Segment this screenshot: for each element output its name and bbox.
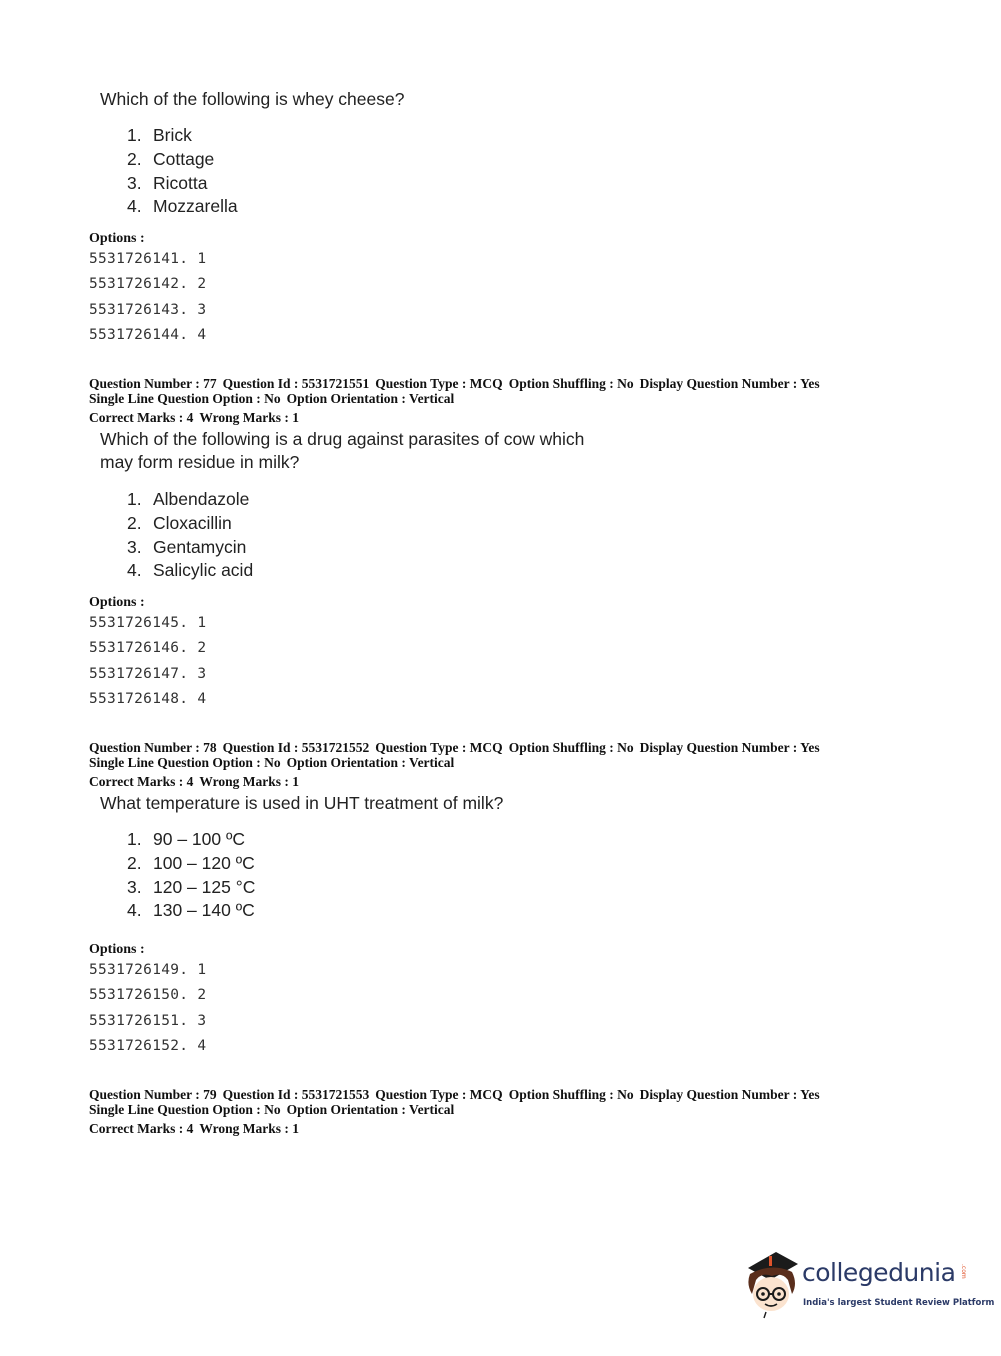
- choice-item: 2. Cloxacillin: [127, 512, 232, 533]
- option-id: 5531726146. 2: [89, 640, 207, 657]
- option-id: 5531726141. 1: [89, 251, 207, 267]
- option-id-list: [89, 247, 206, 348]
- question-text: What temperature is used in UHT treatment of milk?: [100, 793, 504, 813]
- answer-choices: [127, 828, 255, 923]
- option-id: 5531726145. 1: [89, 615, 207, 631]
- option-id: 5531726144. 4: [89, 326, 207, 343]
- question-text: Which of the following is whey cheese?: [100, 89, 405, 109]
- question-meta: Question Number : 77 Question Id : 5531721551 Question Type : MCQ Option Shuffling : No Display Question Number : Yes Single Line Question Option : No Option Orientation : Vertical: [89, 376, 820, 406]
- choice-item: 2. Cottage: [127, 148, 215, 169]
- option-id-list: [89, 611, 206, 712]
- collegedunia-logo: [742, 1250, 995, 1320]
- option-id: 5531726143. 3: [89, 301, 207, 318]
- question-text: Which of the following is a drug against parasites of cow which may form residue in milk?: [100, 429, 585, 472]
- option-id: 5531726151. 3: [89, 1012, 207, 1029]
- choice-item: 4. Salicylic acid: [127, 560, 254, 581]
- options-heading: Options :: [89, 942, 145, 957]
- options-heading: Options :: [89, 231, 145, 246]
- question-meta: Question Number : 78 Question Id : 5531721552 Question Type : MCQ Option Shuffling : No Display Question Number : Yes Single Line Question Option : No Option Orientation : Vertical: [89, 740, 820, 770]
- logo-wordmark: collegedunia: [802, 1258, 956, 1287]
- choice-item: 4. Mozzarella: [127, 196, 238, 217]
- logo-tagline: India's largest Student Review Platform: [803, 1298, 995, 1308]
- options-heading: Options :: [89, 595, 145, 610]
- choice-item: 4. 130 – 140 ºC: [127, 900, 255, 921]
- question-marks: Correct Marks : 4 Wrong Marks : 1: [89, 1121, 299, 1136]
- answer-choices: [127, 488, 253, 583]
- choice-item: 2. 100 – 120 ºC: [127, 852, 255, 873]
- question-marks: Correct Marks : 4 Wrong Marks : 1: [89, 774, 299, 789]
- graduate-mascot-icon: [742, 1250, 802, 1320]
- choice-item: 1. 90 – 100 ºC: [127, 829, 246, 849]
- option-id: 5531726150. 2: [89, 987, 207, 1004]
- choice-item: 1. Brick: [127, 125, 192, 145]
- question-meta: Question Number : 79 Question Id : 5531721553 Question Type : MCQ Option Shuffling : No Display Question Number : Yes Single Line Question Option : No Option Orientation : Vertical: [89, 1087, 820, 1117]
- question-marks: Correct Marks : 4 Wrong Marks : 1: [89, 410, 299, 425]
- answer-choices: [127, 124, 238, 219]
- choice-item: 1. Albendazole: [127, 489, 250, 509]
- choice-item: 3. Ricotta: [127, 172, 208, 193]
- option-id: 5531726152. 4: [89, 1037, 207, 1054]
- option-id: 5531726142. 2: [89, 276, 207, 293]
- choice-item: 3. 120 – 125 °C: [127, 876, 256, 897]
- option-id: 5531726149. 1: [89, 962, 207, 978]
- option-id-list: [89, 958, 206, 1059]
- option-id: 5531726148. 4: [89, 690, 207, 707]
- choice-item: 3. Gentamycin: [127, 536, 247, 557]
- option-id: 5531726147. 3: [89, 665, 207, 682]
- logo-domain-suffix: .com: [960, 1264, 967, 1279]
